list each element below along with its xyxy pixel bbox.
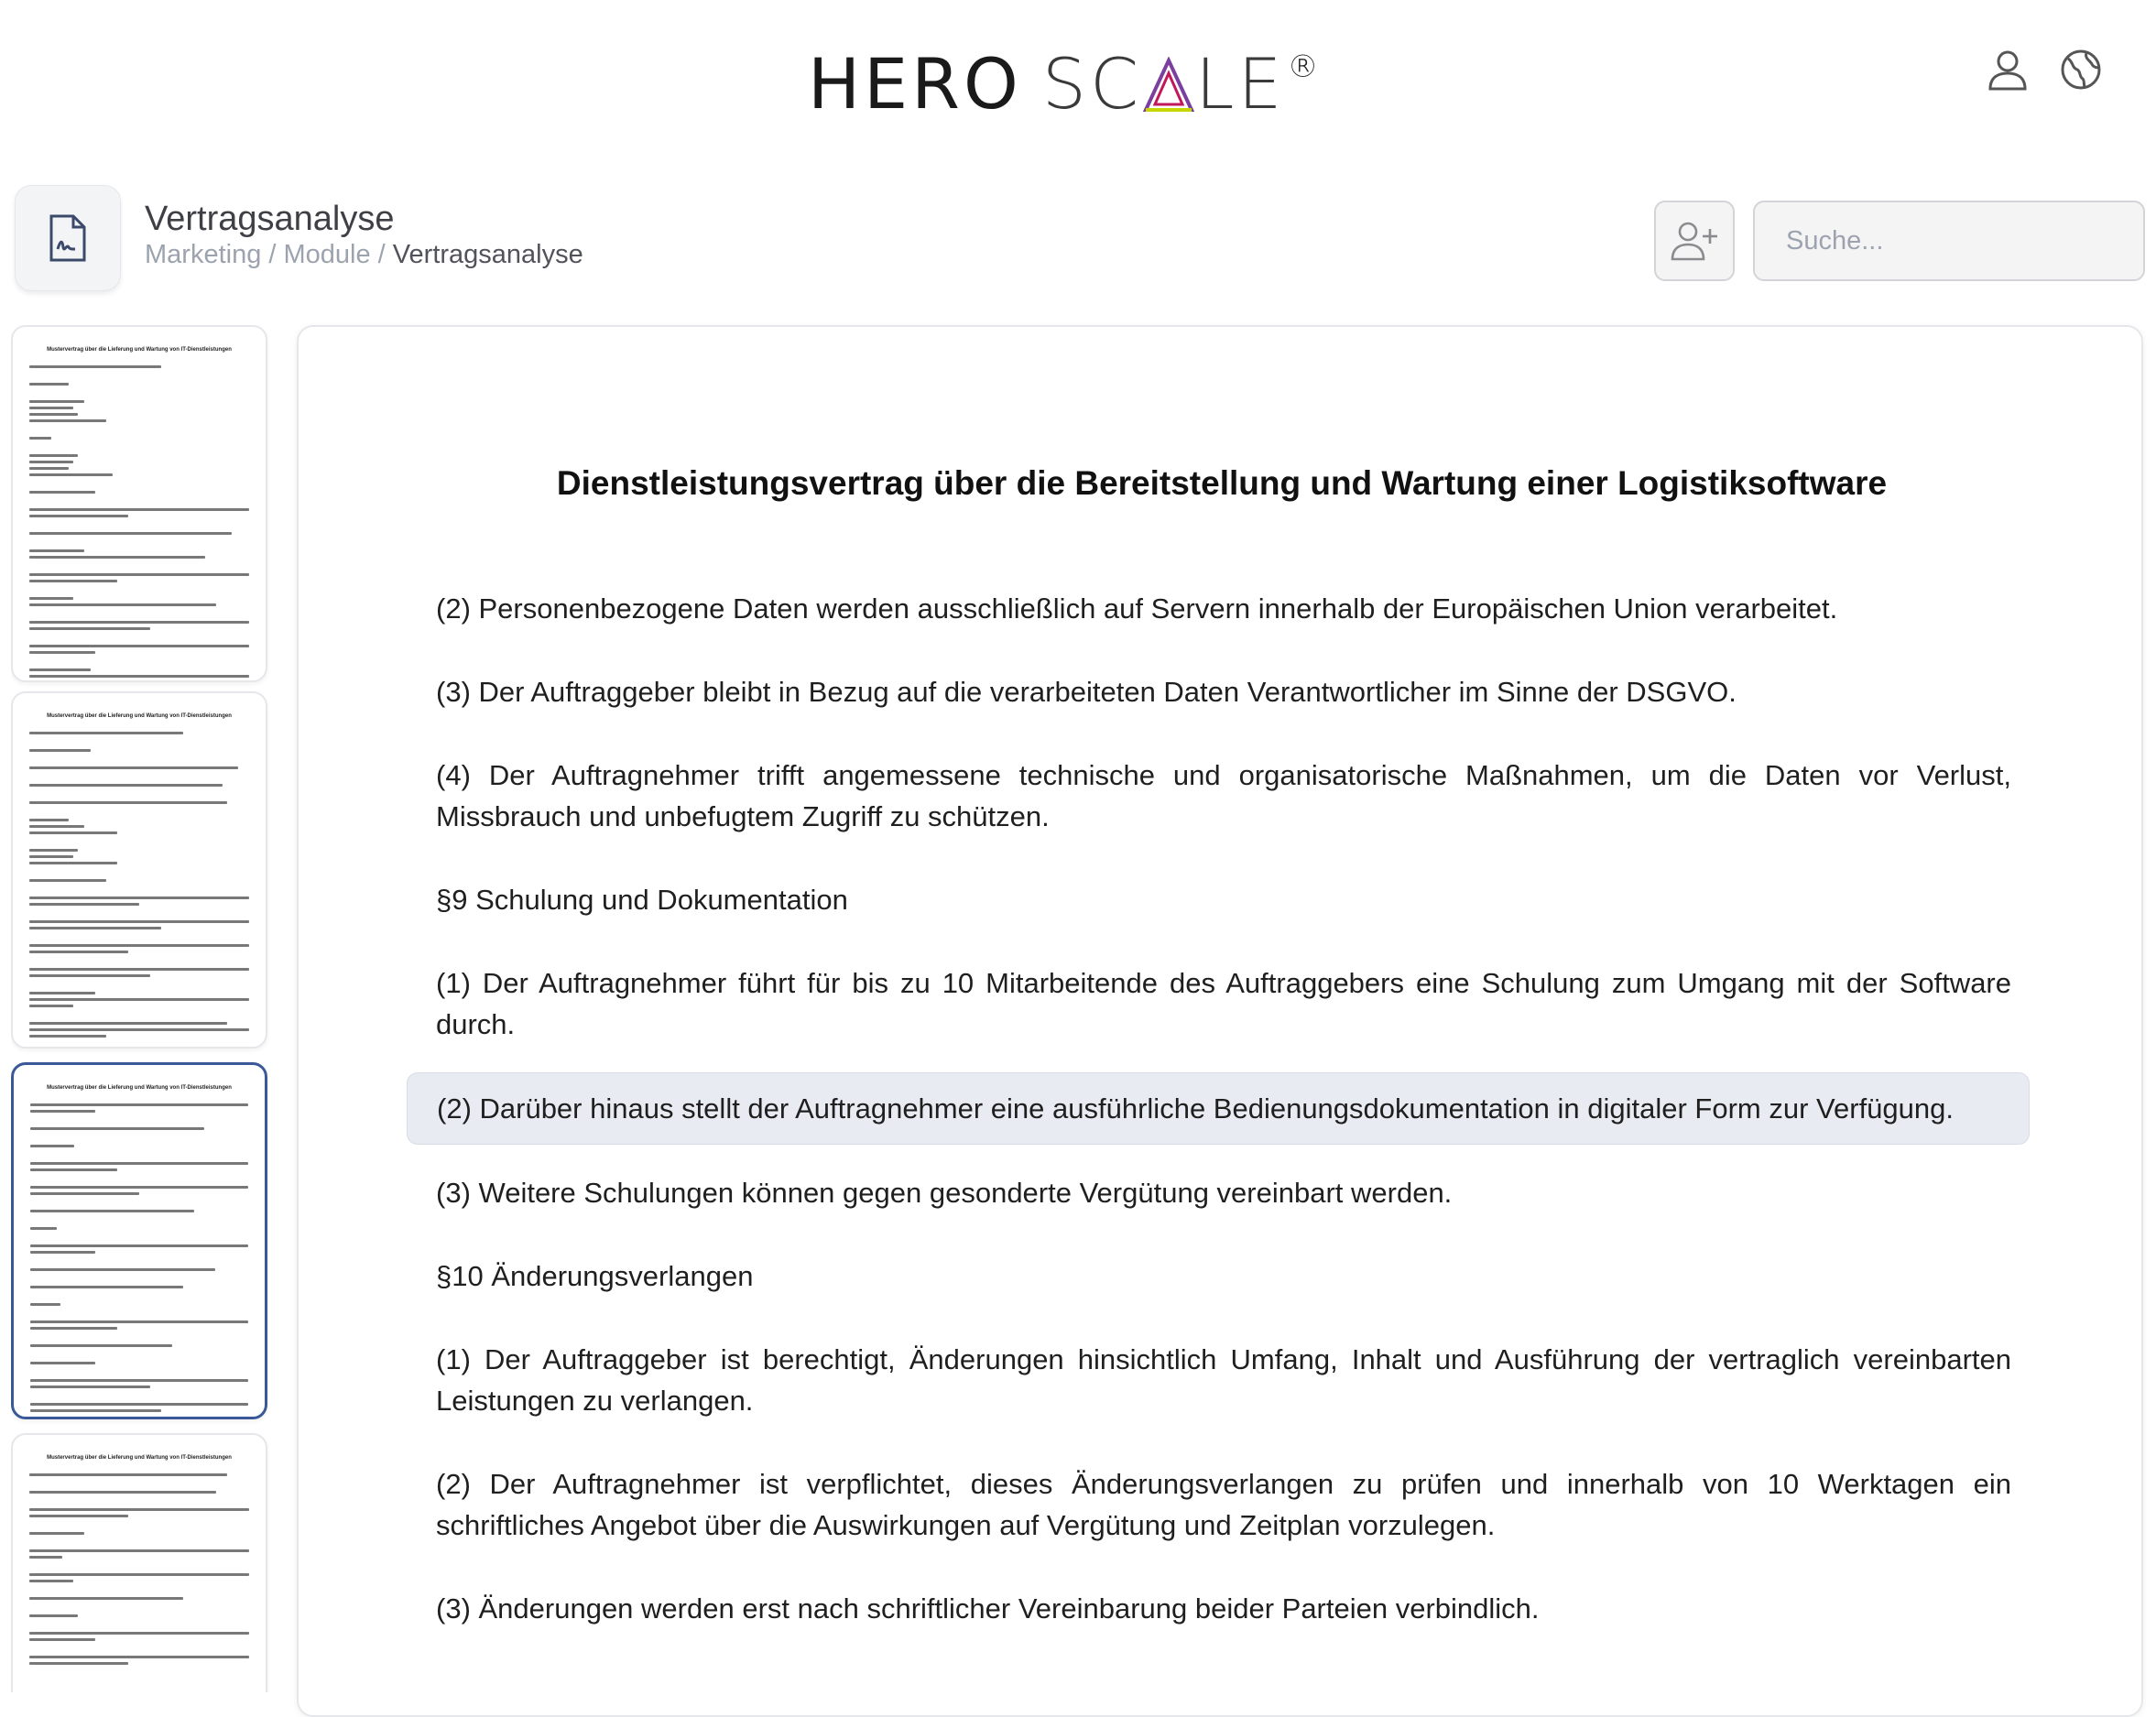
document-section-heading[interactable]: §9 Schulung und Dokumentation <box>436 884 848 916</box>
document-paragraph[interactable]: (4) Der Auftragnehmer trifft angemessene technische und organisatorische Maßnahmen, um die Daten vor Verlust, Missbrauch und unbefugtem Zugriff zu schützen. <box>436 759 2011 832</box>
document-paragraph[interactable]: (2) Der Auftragnehmer ist verpflichtet, dieses Änderungsverlangen zu prüfen und innerhalb von 10 Werktagen ein schriftliches Angebot über die Auswirkungen auf Vergütung und Zeitplan vorzulegen. <box>436 1468 2011 1541</box>
search-input[interactable] <box>1753 201 2145 281</box>
contract-document-icon <box>48 212 88 264</box>
document-paragraph[interactable]: (3) Weitere Schulungen können gegen gesonderte Vergütung vereinbart werden. <box>436 1177 1453 1209</box>
breadcrumb-marketing[interactable]: Marketing <box>145 240 262 269</box>
module-tile <box>15 185 121 291</box>
logo-scale-left: SC <box>1041 43 1143 125</box>
hero-scale-logo[interactable] <box>808 26 1323 125</box>
thumbnail-title: Mustervertrag über die Lieferung und Wartung von IT-Dienstleistungen <box>47 713 232 719</box>
document-paragraph[interactable]: (2) Personenbezogene Daten werden ausschließlich auf Servern innerhalb der Europäischen Union verarbeitet. <box>436 592 1838 625</box>
page-header <box>0 183 2156 298</box>
add-user-icon <box>1670 220 1719 262</box>
document-paragraph[interactable]: (3) Änderungen werden erst nach schriftlicher Vereinbarung beider Parteien verbindlich. <box>436 1592 1540 1625</box>
breadcrumb <box>145 240 583 270</box>
page-thumbnail-1[interactable] <box>11 325 267 682</box>
document-paragraph[interactable]: (3) Der Auftraggeber bleibt in Bezug auf die verarbeiteten Daten Verantwortlicher im Sinne der DSGVO. <box>436 676 1737 708</box>
logo-hero-text: HERO <box>808 43 1022 125</box>
document-title: Dienstleistungsvertrag über die Bereitstellung und Wartung einer Logistiksoftware <box>556 464 1888 502</box>
page-thumbnail-3[interactable] <box>11 1062 267 1419</box>
thumbnail-title: Mustervertrag über die Lieferung und Wartung von IT-Dienstleistungen <box>47 1085 232 1091</box>
document-body <box>436 588 2011 1671</box>
page-thumbnail-2[interactable] <box>11 691 267 1049</box>
language-globe-icon[interactable] <box>2059 48 2103 92</box>
thumbnail-title: Mustervertrag über die Lieferung und Wartung von IT-Dienstleistungen <box>47 1455 232 1461</box>
logo-triangle-icon <box>1142 57 1195 114</box>
user-account-icon[interactable] <box>1986 48 2030 92</box>
thumbnail-title: Mustervertrag über die Lieferung und Wartung von IT-Dienstleistungen <box>47 347 232 353</box>
breadcrumb-current: Vertragsanalyse <box>392 240 583 269</box>
page-thumbnail-4[interactable] <box>11 1433 267 1692</box>
document-viewer[interactable] <box>297 325 2143 1717</box>
document-paragraph[interactable]: (1) Der Auftragnehmer führt für bis zu 10 Mitarbeitende des Auftraggebers eine Schulung zum Umgang mit der Software durch. <box>436 967 2011 1040</box>
page-title: Vertragsanalyse <box>145 200 395 238</box>
top-bar <box>0 0 2156 147</box>
logo-registered-mark: ® <box>1287 49 1323 85</box>
breadcrumb-module[interactable]: Module <box>283 240 371 269</box>
add-user-button[interactable] <box>1654 201 1735 281</box>
document-section-heading[interactable]: §10 Änderungsverlangen <box>436 1260 754 1292</box>
breadcrumb-separator: / <box>370 240 393 269</box>
breadcrumb-separator: / <box>261 240 284 269</box>
highlighted-paragraph[interactable]: (2) Darüber hinaus stellt der Auftragnehmer eine ausführliche Bedienungsdokumentation in digitaler Form zur Verfügung. <box>407 1072 2030 1145</box>
logo-scale-right: LE <box>1195 43 1286 125</box>
page-thumbnails <box>11 325 269 1692</box>
document-paragraph[interactable]: (1) Der Auftraggeber ist berechtigt, Änderungen hinsichtlich Umfang, Inhalt und Ausführung der vertraglich vereinbarten Leistungen zu verlangen. <box>436 1343 2011 1417</box>
